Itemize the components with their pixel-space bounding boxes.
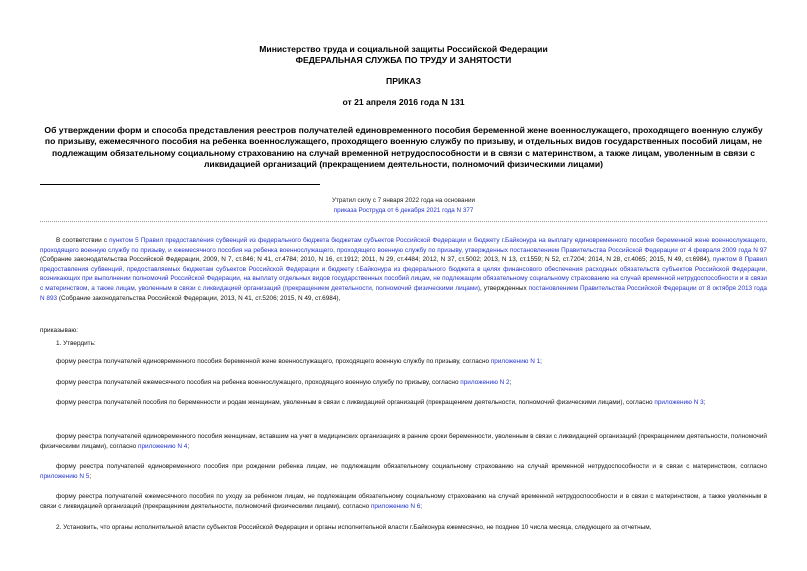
item-1: 1. Утвердить: bbox=[56, 340, 96, 347]
dotted-divider bbox=[40, 221, 767, 222]
form-item-end: ; bbox=[187, 442, 190, 450]
form-item-text: форму реестра получателей пособия по беременности и родам женщинам, уволенным в связи с ликвидацией организаций (прекращением деятельности, полномочий физическими лицами), согласно bbox=[56, 399, 655, 406]
form-item-text: форму реестра получателей единовременного пособия женщинам, вставшим на учет в медицинских организациях в ранние сроки беременности, уволенным в связи с ликвидацией организаций (прекращением деятельности, полномочий физическими лицами), согласно bbox=[40, 433, 767, 450]
form-item-end: ; bbox=[89, 472, 92, 480]
form-item-text: форму реестра получателей единовременного пособия беременной жене военнослужащего, проходящего военную службу по призыву, согласно bbox=[56, 358, 491, 365]
form-item-end: ; bbox=[540, 358, 542, 365]
form-item-text: форму реестра получателей единовременного пособия при рождении ребенка лицам, не подлежащим обязательному социальному страхованию на случай временной нетрудоспособности и в связи с материнством, согласно bbox=[56, 463, 767, 470]
preamble-text-3: , утвержденных bbox=[479, 284, 529, 292]
divider bbox=[40, 184, 320, 185]
preamble-text-1: В соответствии с bbox=[56, 237, 110, 244]
ministry-name: Министерство труда и социальной защиты Российской Федерации bbox=[259, 44, 548, 54]
doc-type: ПРИКАЗ bbox=[386, 76, 421, 86]
rules-893-point-8-link[interactable]: пунктом 8 Правил предоставления субвенций, предоставляемых бюджетам субъектов Российской Федерации и бюджету г.Байконура из федерального бюджета в целях финансового обеспечения расходных обязательств субъектов Российской Федерации, возникающих при выполнении полномочий Российской Федерации, на выплату отдельных видов государственных пособий лицам, не подлежащим обязательному социальному страхованию на случай временной нетрудоспособности и в связи с материнством, а также лицам, уволенным в связи с ликвидацией организаций (прекращением деятельности, полномочий физическими лицами) bbox=[40, 256, 767, 292]
rules-97-link[interactable]: пунктом 5 Правил предоставления субвенций из федерального бюджета бюджетам субъектов Российской Федерации и бюджету г.Байконура на выплату единовременного пособия беременной жене военнослужащего, проходящего военную службу по призыву, и ежемесячного пособия на ребенка военнослужащего, проходящего военную службу по призыву, утвержденных постановлением Правительства Российской Федерации от 4 февраля 2009 года N 97 bbox=[40, 237, 767, 254]
appendix-2-link[interactable]: приложению N 2 bbox=[460, 379, 510, 386]
appendix-5-link[interactable]: приложению N 5 bbox=[40, 472, 90, 480]
appendix-3-link[interactable]: приложению N 3 bbox=[654, 399, 704, 406]
status-note bbox=[0, 196, 807, 215]
form-item-end: ; bbox=[703, 399, 706, 406]
item-2: 2. Установить, что органы исполнительной власти субъектов Российской Федерации и органы исполнительной власти г.Байконура ежемесячно, не позднее 10 числа месяца, следующего за отчетным, bbox=[56, 524, 652, 531]
decree-893-link[interactable]: постановлением Правительства Российской Федерации от 8 октября 2013 года N 893 bbox=[40, 284, 767, 302]
form-item bbox=[40, 492, 767, 511]
preamble-text-4: (Собрание законодательства Российской Федерации, 2013, N 41, ст.5206; 2015, N 49, ст.6984), bbox=[57, 294, 341, 302]
appendix-4-link[interactable]: приложению N 4 bbox=[138, 442, 188, 450]
appendix-6-link[interactable]: приложению N 6 bbox=[370, 502, 421, 510]
preamble-paragraph bbox=[40, 236, 767, 303]
form-item-text: форму реестра получателей ежемесячного пособия на ребенка военнослужащего, проходящего военную службу по призыву, согласно bbox=[56, 379, 461, 386]
form-item-end: ; bbox=[420, 502, 423, 510]
service-name: ФЕДЕРАЛЬНАЯ СЛУЖБА ПО ТРУДУ И ЗАНЯТОСТИ bbox=[295, 55, 512, 65]
form-item bbox=[40, 462, 767, 481]
form-item-text: форму реестра получателей ежемесячного пособия по уходу за ребенком лицам, не подлежащим обязательному социальному страхованию на случай временной нетрудоспособности и в связи с материнством, а также уволенным в связи с ликвидацией организаций (прекращением деятельности, полномочий физическими лицами), согласно bbox=[40, 493, 767, 510]
form-item bbox=[40, 398, 767, 408]
doc-date-number: от 21 апреля 2016 года N 131 bbox=[342, 97, 465, 107]
form-item bbox=[40, 432, 767, 451]
form-item-end: ; bbox=[509, 379, 512, 386]
order-word: приказываю: bbox=[40, 327, 78, 334]
form-item bbox=[40, 378, 767, 388]
preamble-text-2: (Собрание законодательства Российской Федерации, 2009, N 7, ст.846; N 41, ст.4784; 2010, N 16, ст.1912; 2011, N 29, ст.4484; 2012, N 37, ст.5002; 2013, N 13, ст.1559; N 52, ст.7204; 2014, N 28, ст.4065; 2015, N 49, ст.6984), bbox=[40, 256, 713, 264]
repeal-order-link[interactable]: приказа Роструда от 6 декабря 2021 года N 377 bbox=[333, 206, 474, 214]
document-title: Об утверждении форм и способа представления реестров получателей единовременного пособия беременной жене военнослужащего, проходящего военную службу по призыву, ежемесячного пособия на ребенка военнослужащего, проходящего военную службу по призыву, и отдельных видов государственных пособий лицам, не подлежащим обязательному социальному страхованию на случай временной нетрудоспособности и в связи с материнством, а также лицам, уволенным в связи с ликвидацией организаций (прекращением деятельности, полномочий физическими лицами) bbox=[44, 125, 763, 169]
appendix-1-link[interactable]: приложению N 1 bbox=[490, 358, 541, 365]
form-item bbox=[40, 357, 767, 367]
status-note-text: Утратил силу с 7 января 2022 года на основании bbox=[331, 197, 476, 204]
document-header bbox=[0, 44, 807, 66]
